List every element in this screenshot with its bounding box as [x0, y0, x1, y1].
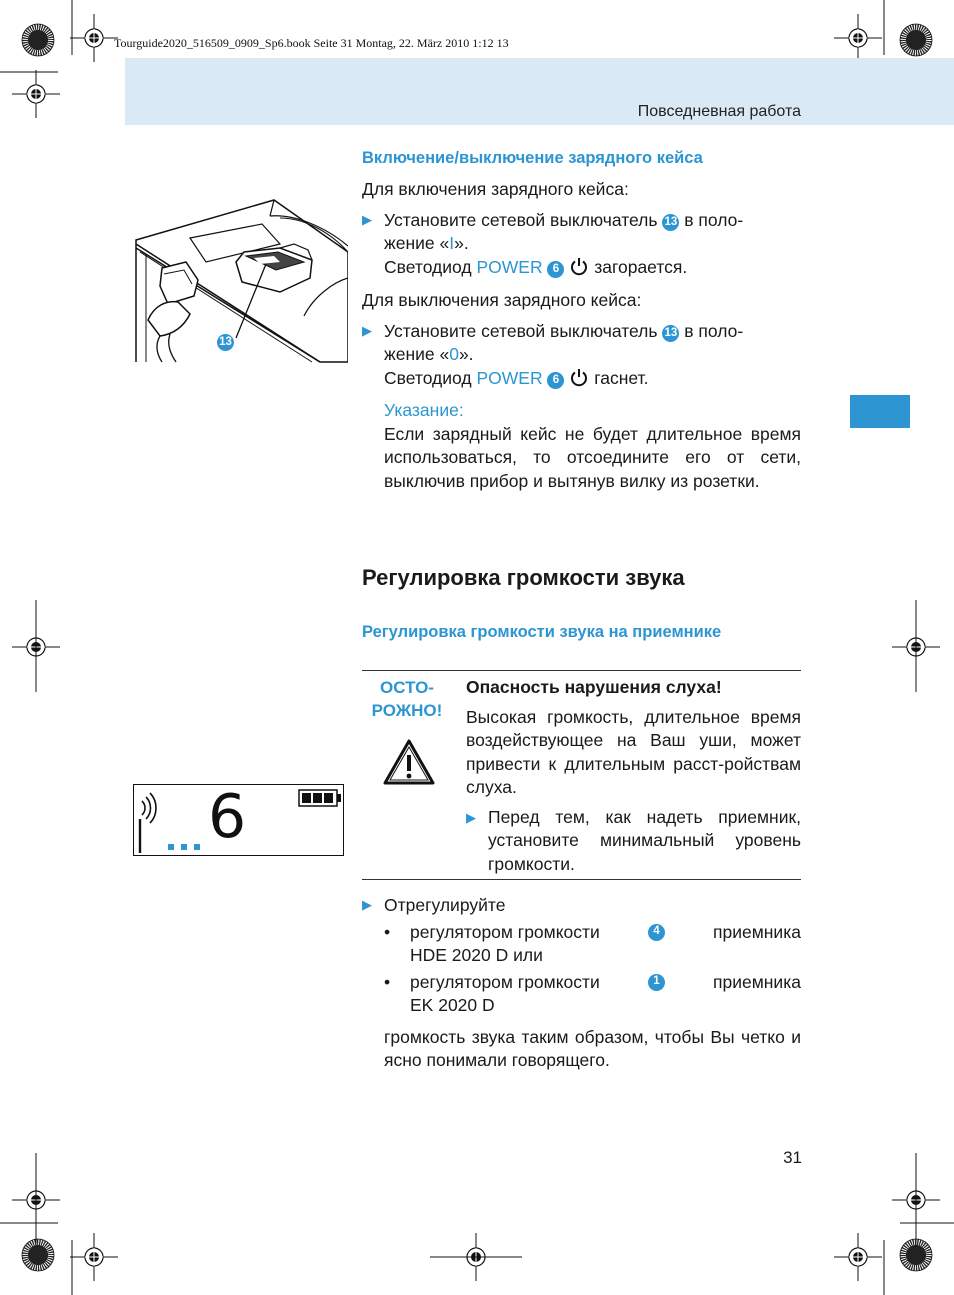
- position-on: I: [449, 233, 455, 253]
- bullet-ek: • регулятором громкости 1 приемника EK 2020 D: [362, 971, 801, 1018]
- ref-vol-hde: 4: [648, 924, 665, 941]
- warning-label: ОСТО- РОЖНО!: [371, 678, 443, 720]
- callout-switch-number: 13: [217, 334, 234, 351]
- arrow-icon: ▶: [362, 897, 372, 912]
- warning-triangle-icon: [382, 738, 436, 786]
- ref-switch: 13: [662, 214, 679, 231]
- warning-instruction: ▶ Перед тем, как надеть приемник, установите минимальный уровень громкости.: [466, 806, 801, 877]
- signal-antenna-icon: [136, 791, 166, 853]
- ref-power: 6: [547, 261, 564, 278]
- warning-text: Высокая громкость, длительное время воздействующее на Ваш уши, может привести к длительным расст-ройствам слуха.: [466, 706, 801, 797]
- on-step: ▶ Установите сетевой выключатель 13 в поло- жение «I». Светодиод POWER 6 загорается.: [362, 209, 744, 277]
- bullet-dot: •: [384, 921, 391, 942]
- header-band: [125, 58, 954, 125]
- volume-level-indicator: [168, 843, 202, 851]
- subheading-volume-receiver: Регулировка громкости звука на приемнике: [362, 623, 722, 641]
- position-off: 0: [449, 344, 459, 364]
- ref-power: 6: [547, 372, 564, 389]
- chapter-tab-marker: [850, 395, 910, 428]
- warning-content: [466, 676, 801, 876]
- section-heading-charging: Включение/выключение зарядного кейса: [362, 149, 703, 167]
- charging-case-illustration: [134, 196, 348, 366]
- adjust-step: ▶ Отрегулируйте: [362, 895, 506, 915]
- on-intro: Для включения зарядного кейса:: [362, 179, 629, 199]
- power-label: POWER: [476, 256, 543, 277]
- off-intro: Для выключения зарядного кейса:: [362, 290, 642, 310]
- page-number: 31: [783, 1148, 802, 1167]
- bullet-dot: •: [384, 971, 391, 992]
- power-symbol-icon: [569, 256, 589, 276]
- header-title: Повседневная работа: [637, 103, 801, 120]
- arrow-icon: ▶: [362, 322, 372, 338]
- battery-icon: [298, 789, 342, 807]
- channel-number: 6: [208, 782, 247, 852]
- book-file-info: Tourguide2020_516509_0909_Sp6.book Seite 31 Montag, 22. März 2010 1:12 13: [114, 36, 509, 50]
- ref-vol-ek: 1: [648, 974, 665, 991]
- ref-switch: 13: [662, 325, 679, 342]
- power-label: POWER: [476, 367, 543, 388]
- arrow-icon: ▶: [466, 809, 476, 825]
- adjust-instructions: [362, 893, 801, 1073]
- arrow-icon: ▶: [362, 211, 372, 227]
- warning-top-rule: [362, 670, 801, 671]
- callout-switch: [217, 333, 234, 351]
- note-label: Указание:: [384, 400, 464, 420]
- warning-title: Опасность нарушения слуха!: [466, 677, 722, 697]
- section-heading-volume: Регулировка громкости звука: [362, 565, 685, 590]
- receiver-display-illustration: [133, 784, 344, 856]
- power-symbol-icon: [569, 367, 589, 387]
- charging-section: [362, 149, 801, 493]
- closing-text: громкость звука таким образом, чтобы Вы четко и ясно понимали говорящего.: [384, 1026, 801, 1070]
- bullet-hde: • регулятором громкости 4 приемника HDE 2020 D или: [362, 921, 801, 968]
- warning-bottom-rule: [362, 879, 801, 880]
- off-step: ▶ Установите сетевой выключатель 13 в поло- жение «0». Светодиод POWER 6 гаснет.: [362, 320, 744, 388]
- note-text: Если зарядный кейс не будет длительное время использоваться, то отсоедините его от сети, выключив прибор и вытянув вилку из розетки.: [384, 423, 801, 491]
